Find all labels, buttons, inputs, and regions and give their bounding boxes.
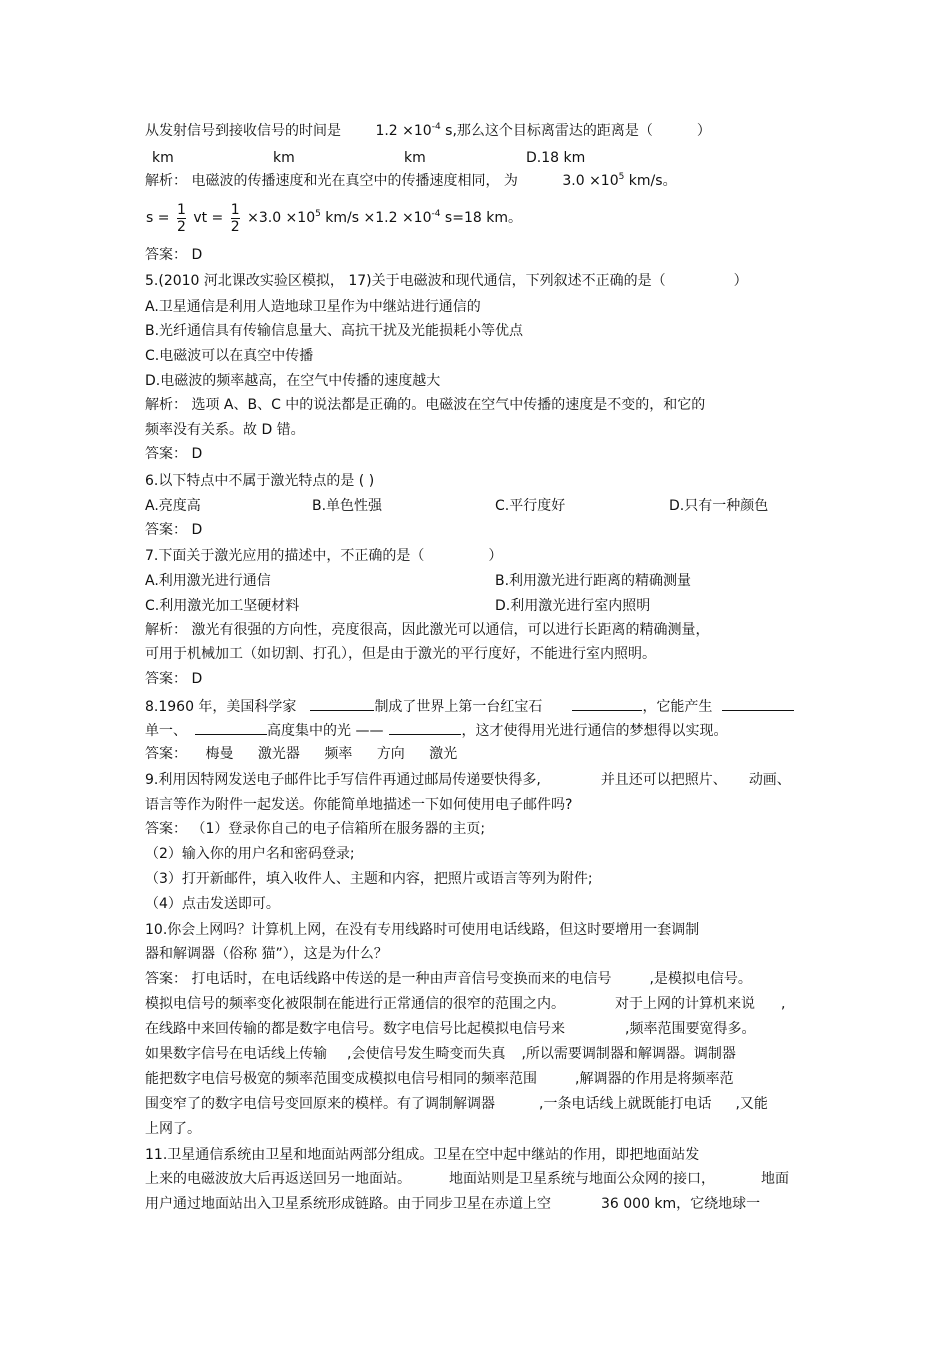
formula-part: s=18 km。: [440, 210, 522, 226]
q8-answer-item: 激光器: [257, 746, 300, 762]
q6-option-c: C.平行度好: [495, 498, 566, 514]
q8-answer-item: 方向: [376, 746, 405, 762]
q10-text: ,一条电话线上就既能打电话: [539, 1096, 712, 1112]
q4-option-c: km: [404, 150, 426, 166]
q7-option-c: C.利用激光加工坚硬材料: [145, 598, 300, 614]
q7-option-d: D.利用激光进行室内照明: [495, 598, 651, 614]
q5-option-d: D.电磁波的频率越高，在空气中传播的速度越大: [145, 373, 441, 389]
q4-formula: [146, 196, 522, 240]
formula-exp: 5: [315, 209, 321, 219]
q10-stem-line: 10.你会上网吗？计算机上网，在没有专用线路时可使用电话线路，但这时要增用一套调制: [145, 922, 700, 938]
q6-option-a: A.亮度高: [145, 498, 201, 514]
q7-stem-text: 7.下面关于激光应用的描述中，不正确的是（: [145, 548, 425, 564]
fraction-numerator: 1: [176, 201, 186, 218]
q4-stem-text: 从发射信号到接收信号的时间是: [145, 123, 341, 139]
q4-speed: 3.0 ×10: [562, 173, 619, 189]
q11-line: [145, 1171, 789, 1187]
formula-exp: -4: [431, 209, 441, 219]
q7-stem: [145, 548, 502, 564]
q8-answer-item: 梅曼: [205, 746, 234, 762]
q6-stem: 6.以下特点中不属于激光特点的是 ( ): [145, 473, 375, 489]
q10-text: 如果数字信号在电话线上传输: [145, 1046, 327, 1062]
q10-text: ,又能: [735, 1096, 768, 1112]
q8-blank: [195, 721, 267, 735]
q10-text: ,频率范围要宽得多。: [625, 1021, 756, 1037]
q8-text: ，这才使得用光进行通信的梦想得以实现。: [461, 723, 728, 739]
q9-answer-line: （4）点击发送即可。: [145, 896, 280, 912]
q4-stem: [145, 123, 711, 139]
fraction-denominator: 2: [176, 218, 186, 235]
q9-stem-line-1: [145, 772, 791, 788]
q9-answer-line: （2）输入你的用户名和密码登录;: [145, 846, 355, 862]
q5-answer: 答案： D: [145, 446, 203, 462]
q5-option-c: C.电磁波可以在真空中传播: [145, 348, 314, 364]
q4-analysis: [145, 173, 677, 189]
q8-line-2: [145, 721, 727, 739]
q10-text: 对于上网的计算机来说: [615, 996, 755, 1012]
q10-answer-line: [145, 1046, 736, 1062]
q7-analysis-line: 解析： 激光有很强的方向性，亮度很高，因此激光可以通信，可以进行长距离的精确测量，: [145, 622, 710, 638]
q10-text: ,: [781, 996, 786, 1012]
q7-answer: 答案： D: [145, 671, 203, 687]
q8-line-1: [145, 697, 794, 715]
q8-answer-item: 频率: [324, 746, 353, 762]
q11-line: [145, 1196, 760, 1212]
q9-answer-line: （3）打开新邮件，填入收件人、主题和内容，把照片或语言等列为附件;: [145, 871, 593, 887]
q9-text: 动画、: [748, 772, 791, 788]
q11-text: 36 000 km，它绕地球一: [601, 1196, 761, 1212]
q5-stem: [145, 273, 748, 289]
q4-option-d: D.18 km: [526, 150, 586, 166]
q8-answer-label: 答案：: [145, 746, 187, 762]
q11-text: 上来的电磁波放大后再返送回另一地面站。: [145, 1171, 411, 1187]
q7-stem-close: ）: [488, 548, 503, 564]
q10-text: 模拟电信号的频率变化被限制在能进行正常通信的很窄的范围之内。: [145, 996, 565, 1012]
q4-option-b: km: [273, 150, 295, 166]
q8-text: 单一、: [145, 723, 187, 739]
q10-text: ,所以需要调制器和解调器。调制器: [521, 1046, 736, 1062]
q10-answer-line: [145, 1096, 768, 1112]
q8-answer-item: 激光: [429, 746, 458, 762]
q4-speed-unit: km/s。: [624, 173, 677, 189]
formula-part: ×3.0 ×10: [247, 210, 316, 226]
q5-option-a: A.卫星通信是利用人造地球卫星作为中继站进行通信的: [145, 299, 481, 315]
q10-answer-line: [145, 971, 752, 987]
q11-line: 11.卫星通信系统由卫星和地面站两部分组成。卫星在空中起中继站的作用，即把地面站发: [145, 1147, 700, 1163]
q8-text: 高度集中的光 ——: [267, 723, 384, 739]
q10-text: ,会使信号发生畸变而失真: [347, 1046, 506, 1062]
q7-analysis-line: 可用于机械加工（如切割、打孔），但是由于激光的平行度好，不能进行室内照明。: [145, 646, 656, 662]
q8-blank: [310, 697, 374, 711]
formula-fraction-1: [177, 202, 186, 235]
q9-text: 并且还可以把照片、: [600, 772, 727, 788]
fraction-denominator: 2: [230, 218, 240, 235]
q11-text: 地面: [761, 1171, 789, 1187]
q10-text: 能把数字电信号极宽的频率范围变成模拟电信号相同的频率范围: [145, 1071, 537, 1087]
formula-part: km/s ×1.2 ×10: [320, 210, 432, 226]
q4-time-exp: -4: [431, 122, 441, 132]
q5-analysis-line: 频率没有关系。故 D 错。: [145, 422, 305, 438]
formula-fraction-2: [231, 202, 240, 235]
q10-text: ,解调器的作用是将频率范: [575, 1071, 734, 1087]
q4-option-a: km: [152, 150, 174, 166]
q8-answer: [145, 746, 457, 762]
q10-stem-line: 器和解调器（俗称 猫”），这是为什么？: [145, 946, 388, 962]
q6-option-d: D.只有一种颜色: [669, 498, 769, 514]
fraction-numerator: 1: [230, 201, 240, 218]
q11-text: 地面站则是卫星系统与地面公众网的接口，: [449, 1171, 715, 1187]
q5-stem-close: ）: [733, 273, 748, 289]
q10-answer-line: 上网了。: [145, 1121, 201, 1137]
q10-text: 围变窄了的数字电信号变回原来的模样。有了调制解调器: [145, 1096, 495, 1112]
q10-text: 在线路中来回传输的都是数字电信号。数字电信号比起模拟电信号来: [145, 1021, 565, 1037]
q6-option-b: B.单色性强: [312, 498, 383, 514]
q10-answer-line: [145, 1071, 733, 1087]
q5-stem-text: 5.(2010 河北课改实验区模拟， 17)关于电磁波和现代通信，下列叙述不正确的是（: [145, 273, 666, 289]
q10-answer-line: [145, 996, 785, 1012]
q8-blank: [572, 697, 642, 711]
q9-stem-line-2: 语言等作为附件一起发送。你能简单地描述一下如何使用电子邮件吗?: [145, 797, 573, 813]
q4-speed-exp: 5: [618, 172, 625, 182]
q11-text: 用户通过地面站出入卫星系统形成链路。由于同步卫星在赤道上空: [145, 1196, 551, 1212]
q8-text: 制成了世界上第一台红宝石: [374, 699, 543, 715]
q10-text: ,是模拟电信号。: [649, 971, 752, 987]
q4-answer: 答案： D: [145, 247, 203, 263]
q4-time: 1.2 ×10: [375, 123, 432, 139]
q5-option-b: B.光纤通信具有传输信息量大、高抗干扰及光能损耗小等优点: [145, 323, 524, 339]
q7-option-a: A.利用激光进行通信: [145, 573, 271, 589]
q8-blank: [389, 721, 461, 735]
q6-answer: 答案： D: [145, 522, 203, 538]
q4-stem-close: ）: [696, 123, 711, 139]
q10-text: 答案： 打电话时，在电话线路中传送的是一种由声音信号变换而来的电信号: [145, 971, 612, 987]
q4-stem-text-b: s,那么这个目标离雷达的距离是（: [440, 123, 653, 139]
q9-answer-line: 答案： （1）登录你自己的电子信箱所在服务器的主页;: [145, 821, 486, 837]
q10-answer-line: [145, 1021, 755, 1037]
q9-text: 9.利用因特网发送电子邮件比手写信件再通过邮局传递要快得多,: [145, 772, 541, 788]
q5-analysis-line: 解析： 选项 A、B、C 中的说法都是正确的。电磁波在空气中传播的速度是不变的，和它的: [145, 397, 706, 413]
q8-blank: [722, 697, 794, 711]
q4-analysis-text: 解析： 电磁波的传播速度和光在真空中的传播速度相同， 为: [145, 173, 518, 189]
formula-lhs: s =: [146, 210, 170, 226]
formula-mid: vt =: [193, 210, 224, 226]
q7-option-b: B.利用激光进行距离的精确测量: [495, 573, 692, 589]
q8-text: ，它能产生: [642, 699, 713, 715]
q8-text: 8.1960 年，美国科学家: [145, 699, 297, 715]
